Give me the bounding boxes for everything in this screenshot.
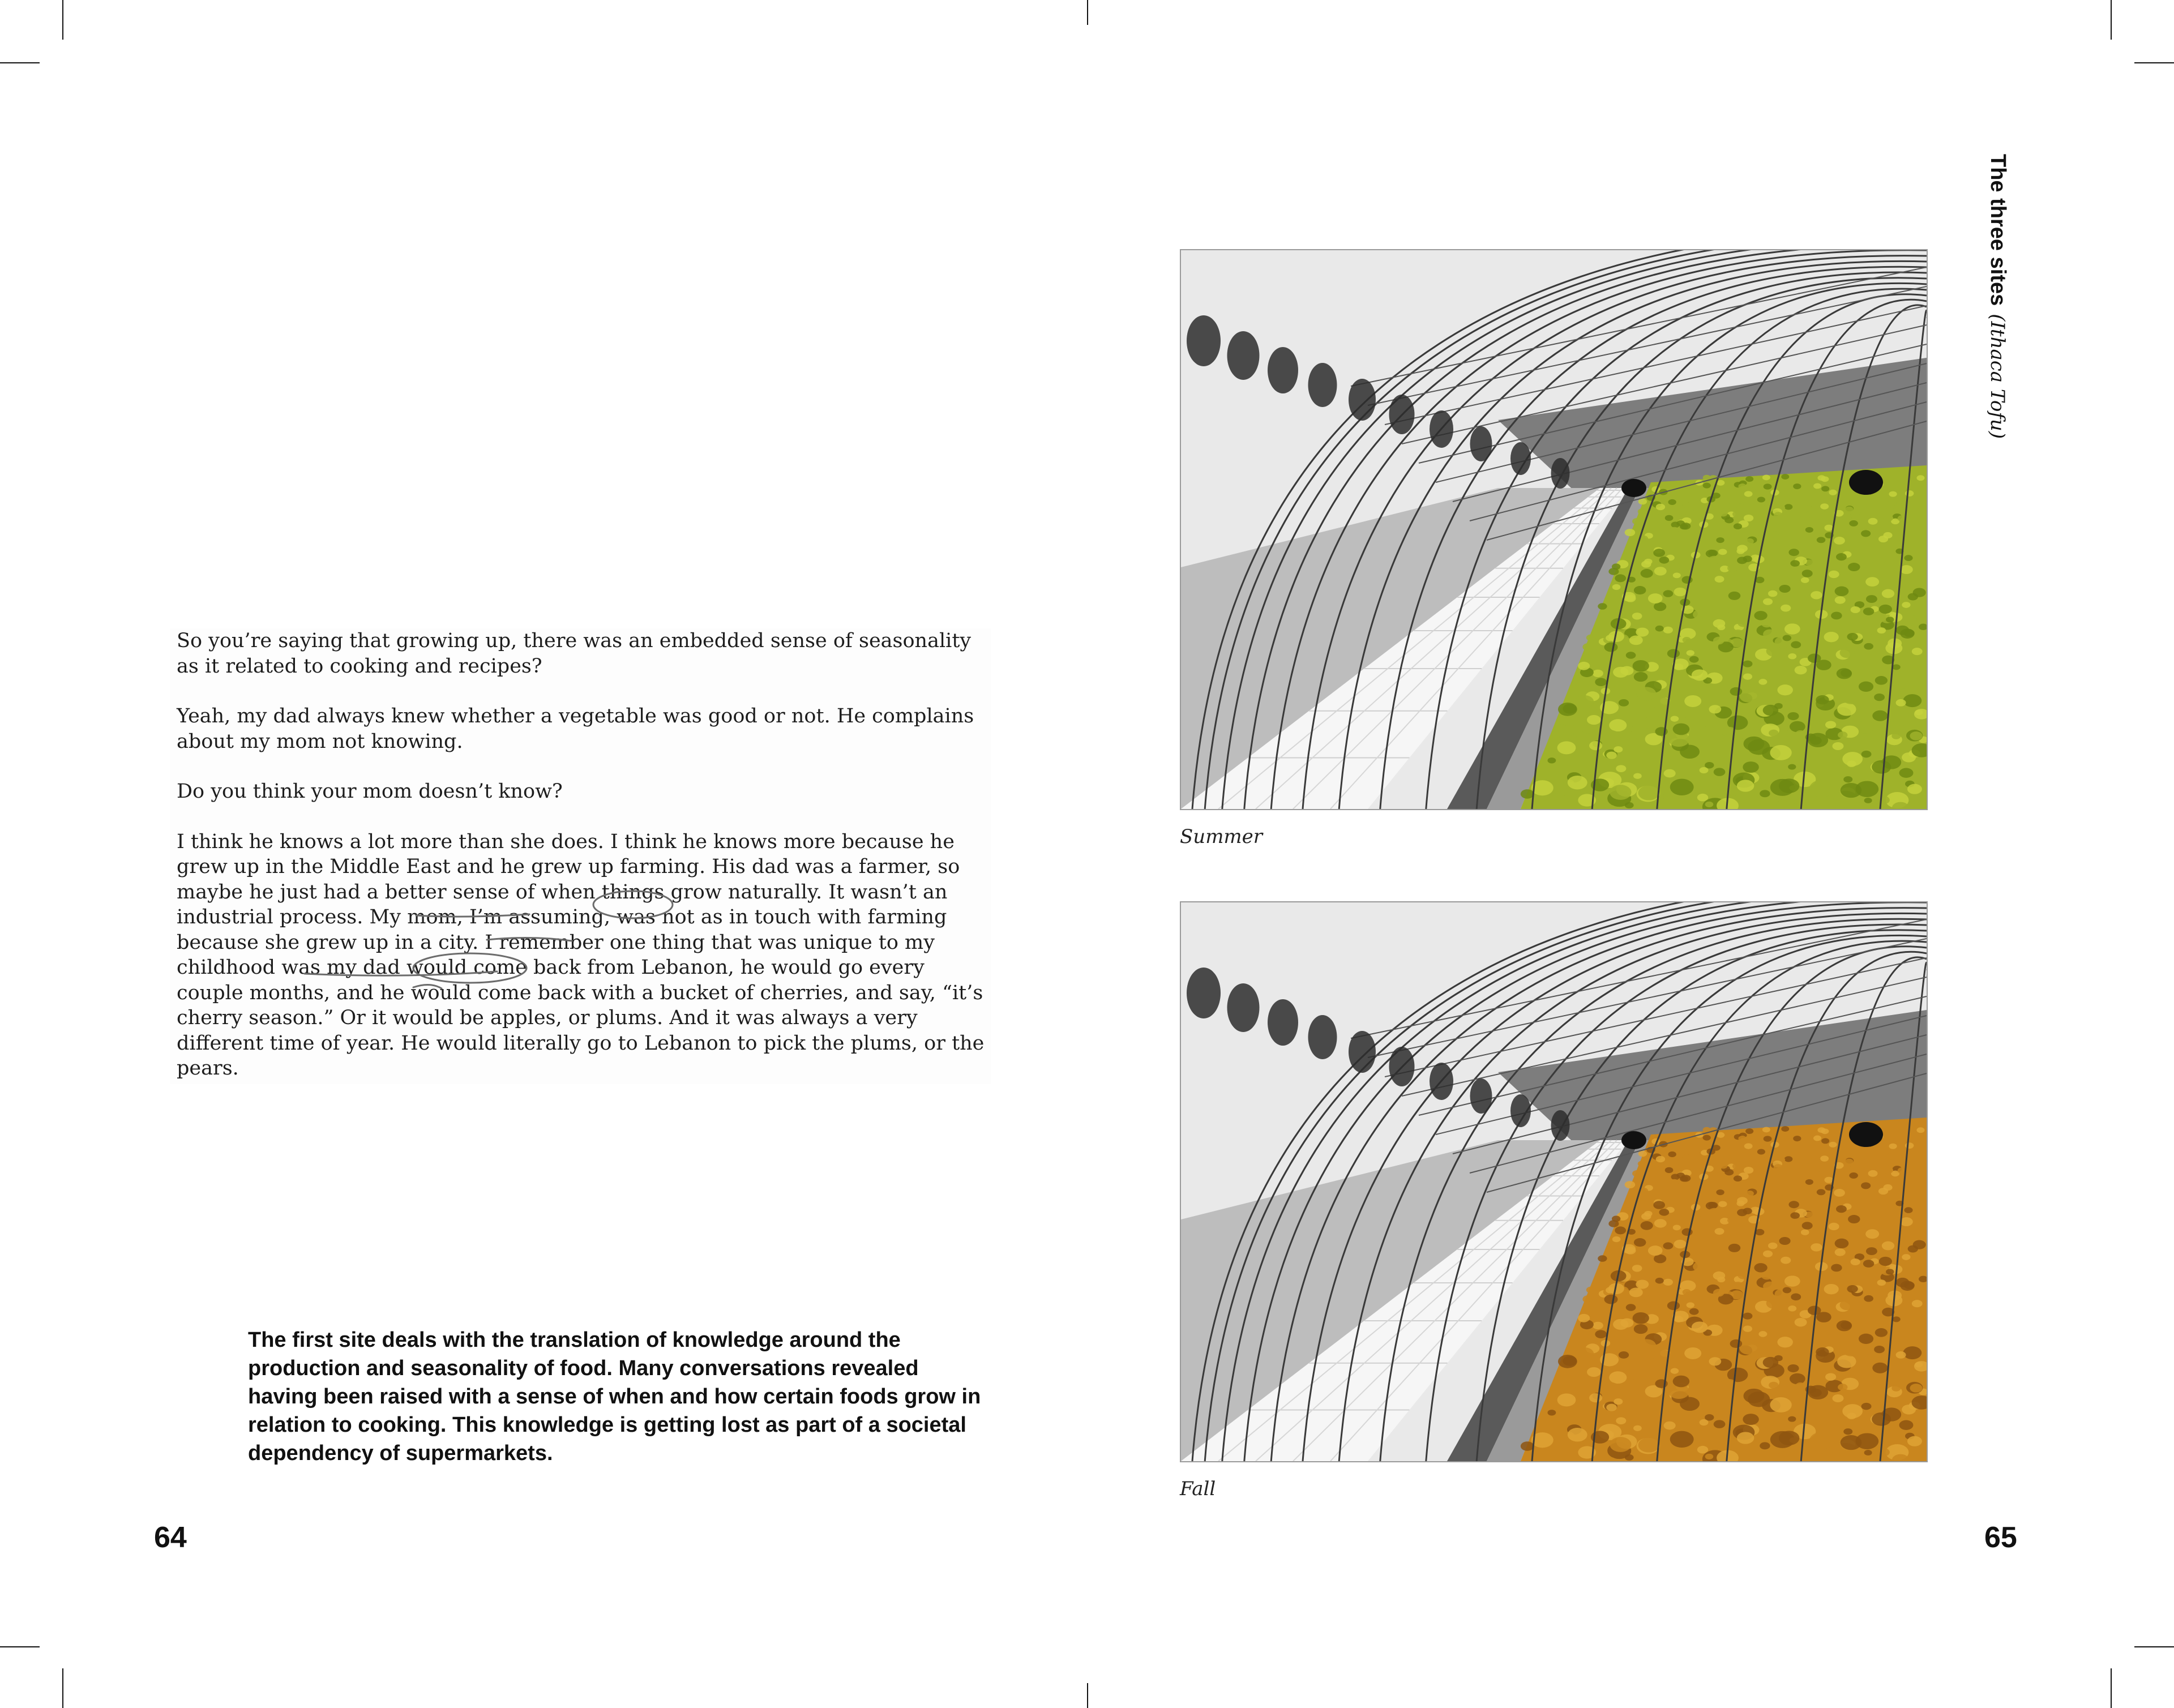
section-subtitle: (Ithaca Tofu) <box>1986 314 2009 439</box>
running-head <box>1976 154 2010 663</box>
body-paragraph: The first site deals with the translation of knowledge around the production and seasonality of food. Many conversations revealed having been raised with a sense of when and how certain foods grow in relation to cooking. This knowledge is getting lost as part of a societal dependency of supermarkets. <box>248 1328 981 1465</box>
transcript-answer: Yeah, my dad always knew whether a vegetable was good or not. He complains about my mom not knowing. <box>177 705 974 753</box>
figure-caption-fall: Fall <box>1180 1478 1216 1500</box>
greenhouse-photo-fall <box>1180 901 1928 1462</box>
page-number-left: 64 <box>154 1521 187 1554</box>
crop-mark <box>2134 1646 2174 1647</box>
crop-mark <box>62 0 63 40</box>
transcript-question: So you’re saying that growing up, there was an embedded sense of seasonality as it related to cooking and recipes? <box>177 630 972 678</box>
crop-mark <box>2111 1668 2112 1708</box>
crop-mark <box>0 1646 40 1647</box>
greenhouse-photo-summer <box>1180 249 1928 810</box>
section-title: The three sites <box>1986 154 2010 306</box>
crop-mark <box>62 1668 63 1708</box>
crop-mark <box>1087 1683 1088 1708</box>
crop-mark <box>0 62 40 63</box>
transcript-answer: I think he knows a lot more than she does. I think he knows more because he grew up in the Middle East and he grew up farming. His dad was a farmer, so maybe he just had a better sense of when things grow naturally. It wasn’t an industrial process. My mom, I’m assuming, was not as in touch with farming because she grew up in a city. I remember one thing that was unique to my childhood was my dad would come back from Lebanon, he would go every couple months, and he would come back with a bucket of cherries, and say, “it’s cherry season.” Or it would be apples, or plums. And it was always a very different time of year. He would literally go to Lebanon to pick the plums, or the pears. <box>177 830 985 1080</box>
crop-mark <box>2111 0 2112 40</box>
crop-mark <box>1087 0 1088 25</box>
crop-mark <box>2134 62 2174 63</box>
interview-transcript <box>170 628 991 1084</box>
figure-caption-summer: Summer <box>1180 825 1263 848</box>
page-number-right: 65 <box>1984 1521 2017 1554</box>
transcript-question: Do you think your mom doesn’t know? <box>177 780 563 803</box>
